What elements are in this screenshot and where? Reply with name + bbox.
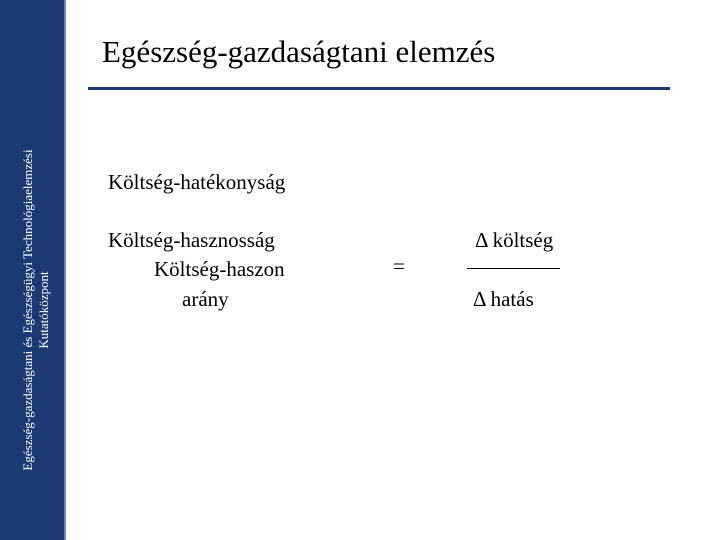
fraction-bar (467, 268, 560, 269)
title-underline (88, 87, 670, 90)
item-cost-utility: Költség-hasznosság (108, 228, 275, 252)
sidebar-institution-text (20, 149, 52, 470)
sidebar-banner (0, 0, 66, 540)
slide-title: Egészség-gazdaságtani elemzés (102, 34, 496, 69)
sidebar-line-2: Kutatóközpont (36, 271, 51, 349)
sidebar-line-1: Egészség-gazdaságtani és Egészségügyi Technológiaelemzési (20, 149, 35, 471)
item-cost-benefit: Költség-haszon (154, 257, 285, 281)
item-cost-effectiveness: Költség-hatékonyság (108, 170, 286, 194)
equals-sign: = (393, 254, 405, 278)
fraction-numerator: Δ költség (475, 228, 554, 252)
fraction-denominator: Δ hatás (473, 287, 534, 311)
item-ratio: arány (182, 287, 229, 311)
